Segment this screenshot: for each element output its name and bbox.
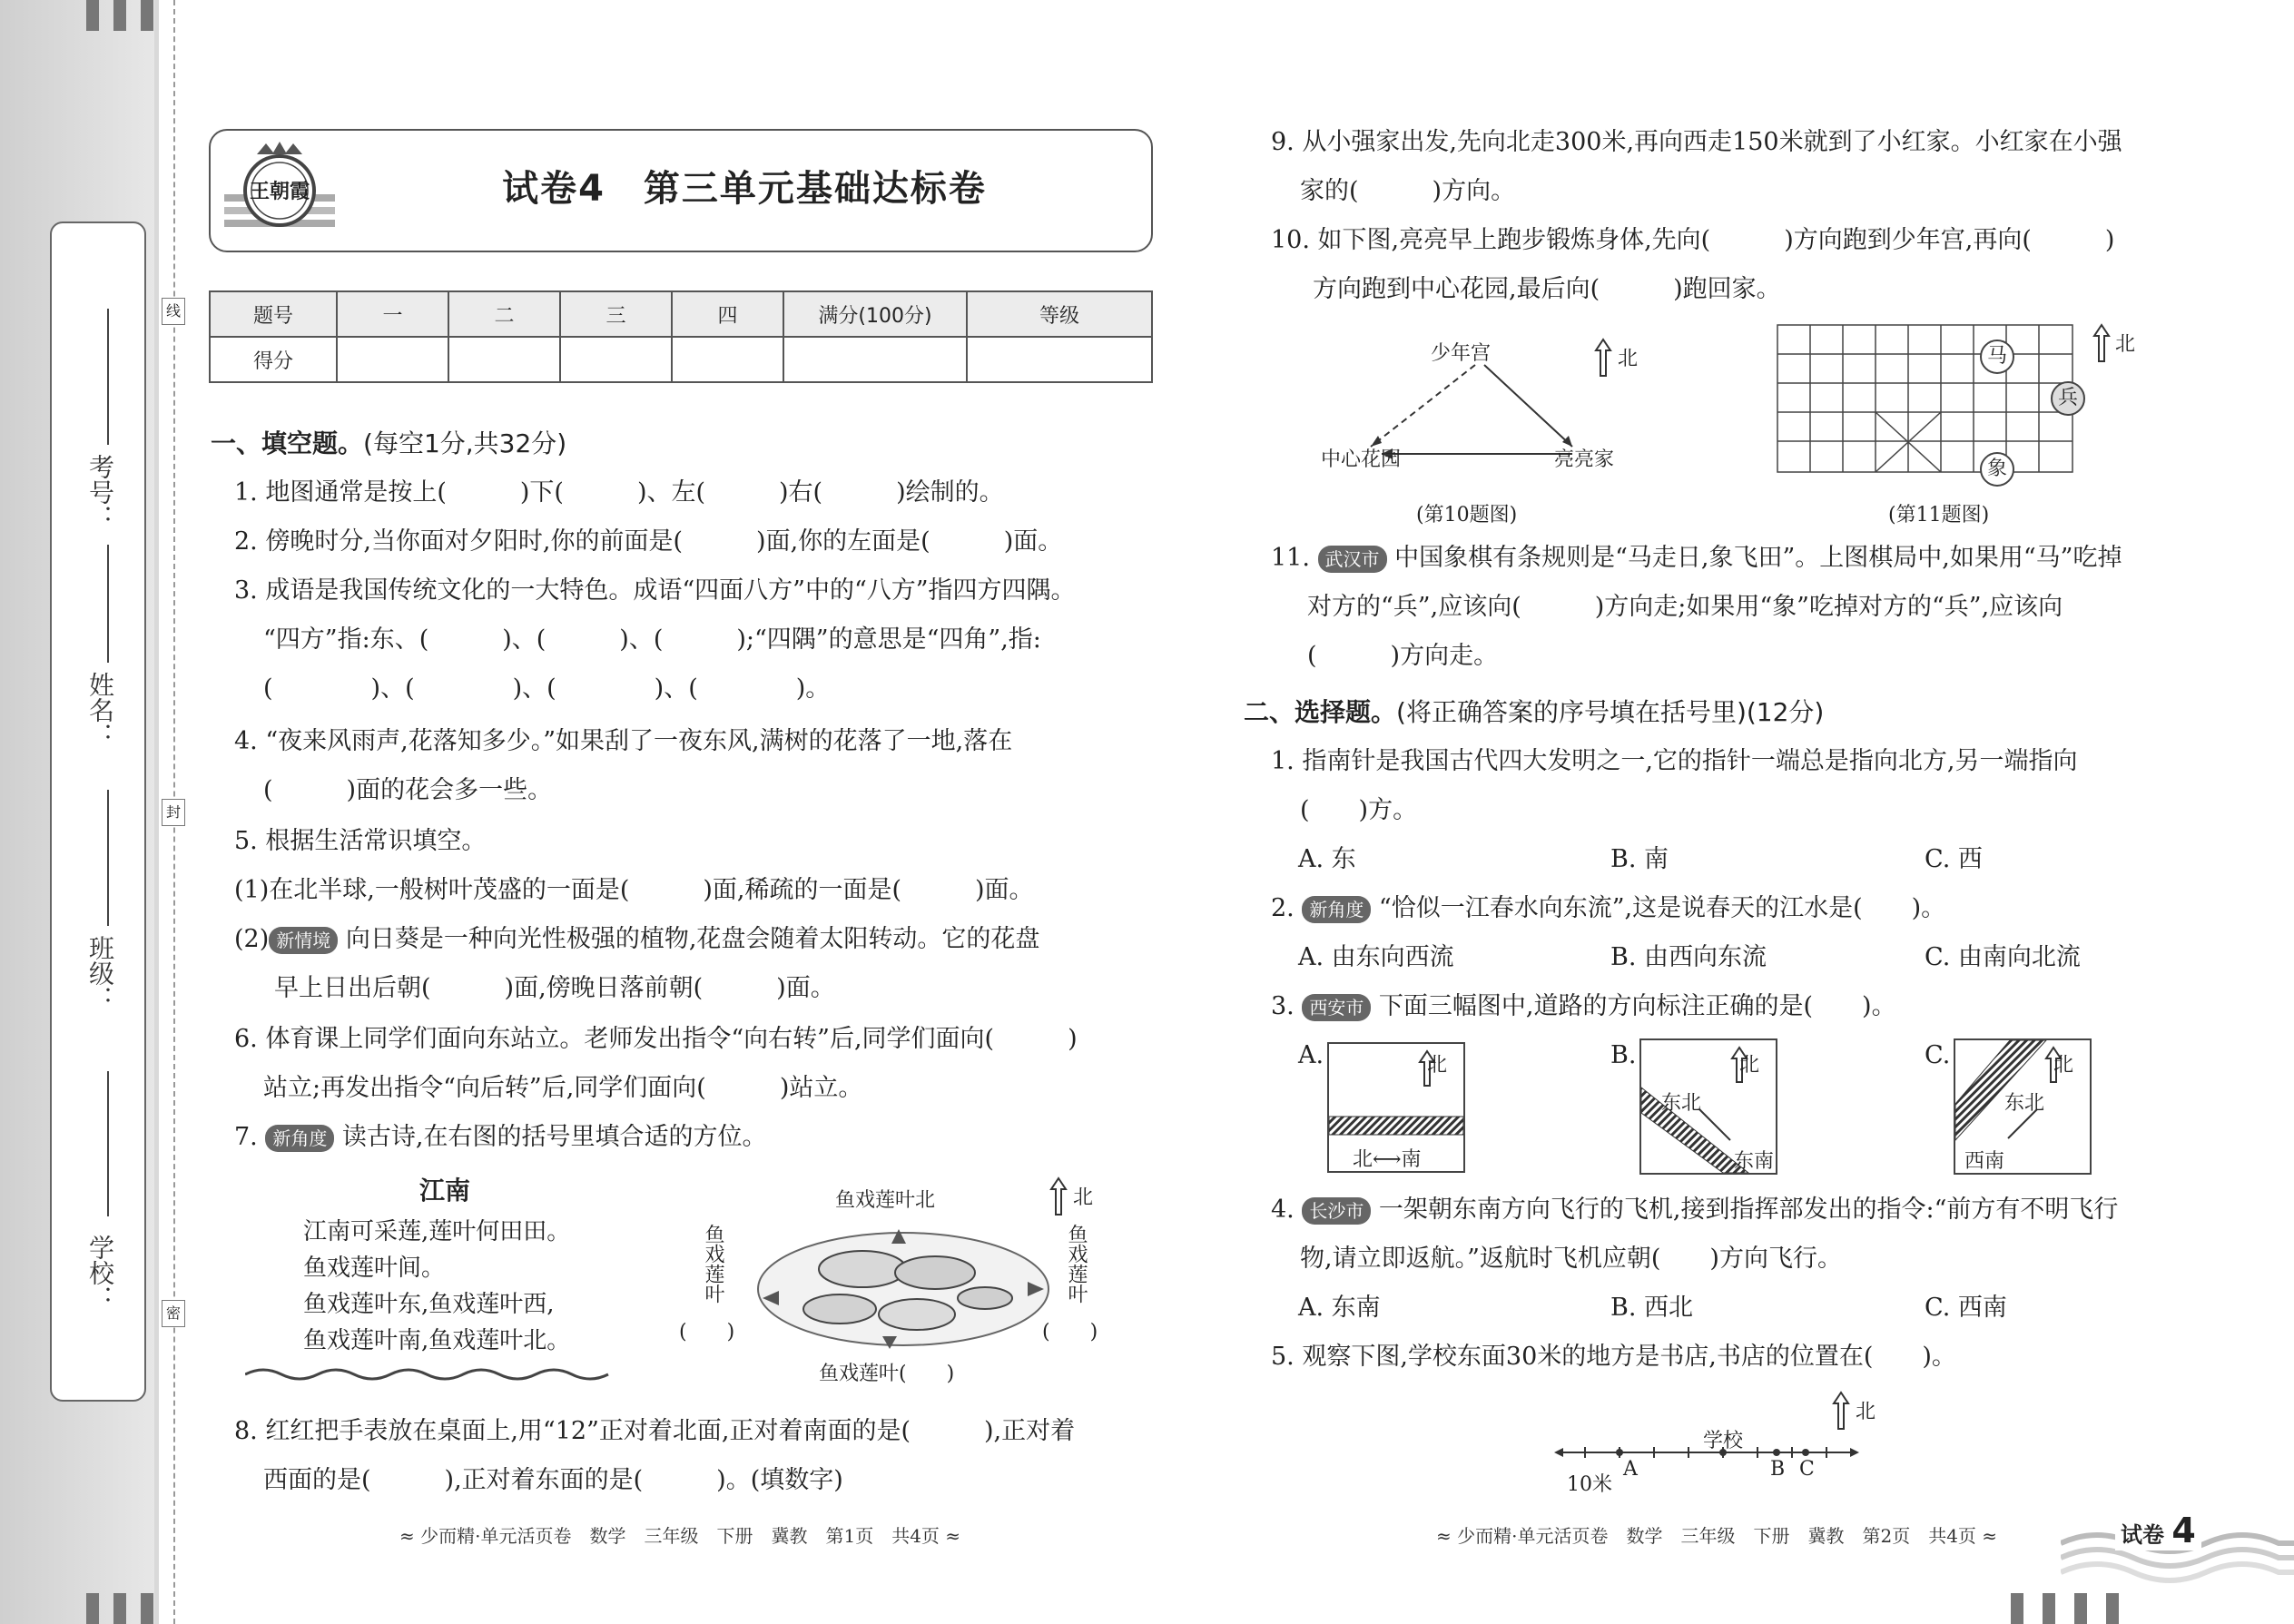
question-1-3a: 3. 成语是我国传统文化的一大特色。成语“四面八方”中的“八方”指四方四隅。 [234,576,1076,605]
school-field[interactable] [107,1071,109,1216]
scale-label: 10米 [1567,1473,1612,1496]
score-header-row [210,291,1152,337]
score-cell: 题号 [210,291,337,337]
exam-number-label: 考号： [85,454,115,530]
section2-title: 二、选择题。(将正确答案的序号填在括号里)(12分) [1244,697,1825,727]
poem-line: 鱼戏莲叶南,鱼戏莲叶北。 [303,1327,571,1354]
footer-left: ≈ 少而精·单元活页卷 数学 三年级 下册 冀教 第1页 共4页 ≈ [399,1525,961,1547]
question-1-5-2b: 早上日出后朝( )面,傍晚日落前朝( )面。 [274,974,835,1002]
youth-palace-label: 少年宫 [1431,342,1492,365]
option-b[interactable]: B. 由西向东流 [1610,943,1767,971]
poem-line: 鱼戏莲叶间。 [303,1255,446,1282]
question-tag: 新情境 [269,927,338,954]
option-c[interactable]: C. 由南向北流 [1925,943,2081,971]
question-2-2: 2. 新角度 “恰似一江春水向东流”,这是说春天的江水是( )。 [1271,894,1946,922]
question-1-2: 2. 傍晚时分,当你面对夕阳时,你的前面是( )面,你的左面是( )面。 [234,527,1063,556]
option-a[interactable]: A. 东南 [1298,1294,1381,1322]
figure-a-label: 北⟷南 [1353,1148,1422,1171]
option-c[interactable]: C. [1925,1041,1951,1069]
class-label: 班级： [85,935,115,1011]
registration-mark [2074,1593,2087,1624]
lotus-south-label: 鱼戏莲叶( ) [819,1363,955,1385]
section1-title: 一、填空题。(每空1分,共32分) [211,428,567,458]
chessboard-diagram [1776,323,2080,477]
question-tag: 西安市 [1302,994,1371,1021]
north-arrow-icon [1594,338,1612,378]
registration-mark [113,0,126,31]
north-arrow-icon [1049,1176,1068,1216]
question-1-5-2a: (2) 新情境 向日葵是一种向光性极强的植物,花盘会随着太阳转动。它的花盘 [234,925,1040,953]
poem-title: 江南 [419,1176,471,1206]
question-2-1b: ( )方。 [1300,796,1418,824]
question-1-4a: 4. “夜来风雨声,花落知多少。”如果刮了一夜东风,满树的花落了一地,落在 [234,727,1013,755]
registration-mark [113,1593,126,1624]
question-2-4b: 物,请立即返航。”返航时飞机应朝( )方向飞行。 [1300,1245,1842,1273]
option-a[interactable]: A. [1298,1041,1324,1069]
question-1-3b: “四方”指:东、( )、( )、( );“四隅”的意思是“四角”,指: [263,625,1041,654]
brand-logo [221,138,339,245]
score-table [209,290,1153,383]
school-label: 学校： [85,1235,115,1311]
question-tag: 新角度 [1302,896,1371,923]
page-title: 试卷4 第三单元基础达标卷 [502,168,987,210]
score-input-cell[interactable] [448,337,560,382]
north-arrow-icon [1832,1391,1850,1431]
option-b[interactable]: B. 南 [1610,845,1669,873]
option-b[interactable]: B. 西北 [1610,1294,1694,1322]
north-label: 北 [1739,1054,1760,1077]
point-c-label: C [1799,1458,1815,1481]
student-info-box [50,221,146,1402]
north-arrow-icon [2092,323,2111,363]
figure-c-sw-label: 西南 [1964,1150,2005,1173]
question-1-3c: ( )、( )、( )、( )。 [263,674,831,703]
score-cell: 三 [560,291,672,337]
chess-piece-soldier: 兵 [2051,381,2085,416]
figure-c-ne-label: 东北 [2004,1092,2045,1115]
question-1-6b: 站立;再发出指令“向后转”后,同学们面向( )站立。 [263,1074,863,1102]
name-field[interactable] [107,545,109,663]
score-input-cell[interactable] [783,337,967,382]
registration-mark [141,1593,153,1624]
option-a[interactable]: A. 东 [1298,845,1356,873]
registration-mark [2106,1593,2119,1624]
score-row-label: 得分 [210,337,337,382]
score-input-cell[interactable] [967,337,1152,382]
fold-char-secret: 密 [162,1300,185,1327]
question-tag: 长沙市 [1302,1197,1371,1225]
lotus-east-label: 鱼戏莲叶 [1065,1224,1088,1304]
north-label: 北 [1427,1054,1448,1077]
fold-char-seal: 封 [162,799,185,826]
question-1-8a: 8. 红红把手表放在桌面上,用“12”正对着北面,正对着南面的是( ),正对着 [234,1417,1076,1445]
poem-line: 江南可采莲,莲叶何田田。 [303,1218,571,1245]
lotus-west-label: 鱼戏莲叶 [702,1224,724,1304]
question-2-4a: 4. 长沙市 一架朝东南方向飞行的飞机,接到指挥部发出的指令:“前方有不明飞行 [1271,1196,2119,1224]
question-1-11a: 11. 武汉市 中国象棋有条规则是“马走日,象飞田”。上图棋局中,如果用“马”吃掉 [1271,544,2122,572]
question-1-4b: ( )面的花会多一些。 [263,776,553,804]
option-c[interactable]: C. 西南 [1925,1294,2007,1322]
question-1-6a: 6. 体育课上同学们面向东站立。老师发出指令“向右转”后,同学们面向( ) [234,1025,1078,1053]
option-b[interactable]: B. [1610,1041,1637,1069]
point-b-label: B [1770,1458,1786,1481]
registration-mark [2011,1593,2023,1624]
score-cell: 满分(100分) [783,291,967,337]
water-decoration [245,1360,626,1383]
score-cell: 一 [337,291,448,337]
question-1-10a: 10. 如下图,亮亮早上跑步锻炼身体,先向( )方向跑到少年宫,再向( ) [1271,226,2115,254]
question-2-3: 3. 西安市 下面三幅图中,道路的方向标注正确的是( )。 [1271,992,1896,1020]
footer-right: ≈ 少而精·单元活页卷 数学 三年级 下册 冀教 第2页 共4页 ≈ [1436,1525,1998,1547]
class-field[interactable] [107,790,109,926]
lotus-pond-illustration [753,1216,1053,1353]
question-tag: 新角度 [265,1125,334,1152]
registration-mark [86,1593,99,1624]
north-label: 北 [1618,348,1639,370]
chess-piece-horse: 马 [1980,340,2014,374]
option-a[interactable]: A. 由东向西流 [1298,943,1454,971]
chess-piece-elephant: 象 [1980,452,2014,487]
lotus-north-label: 鱼戏莲叶北 [835,1189,936,1212]
registration-mark [2043,1593,2055,1624]
option-c[interactable]: C. 西 [1925,845,1983,873]
question-1-1: 1. 地图通常是按上( )下( )、左( )右( )绘制的。 [234,478,1004,507]
figure11-caption: (第11题图) [1888,504,1990,527]
registration-mark [141,0,153,31]
question-2-1a: 1. 指南针是我国古代四大发明之一,它的指针一端总是指向北方,另一端指向 [1271,747,2078,775]
figure-b-se-label: 东南 [1734,1150,1775,1173]
question-1-9a: 9. 从小强家出发,先向北走300米,再向西走150米就到了小红家。小红家在小强 [1271,128,2122,156]
north-label: 北 [1073,1186,1094,1209]
score-input-cell[interactable] [560,337,672,382]
north-label: 北 [2053,1054,2074,1077]
registration-mark [86,0,99,31]
question-1-9b: 家的( )方向。 [1300,177,1516,205]
question-1-7: 7. 新角度 读古诗,在右图的括号里填合适的方位。 [234,1123,767,1151]
question-1-5-1: (1)在北半球,一般树叶茂盛的一面是( )面,稀疏的一面是( )面。 [234,876,1034,904]
question-1-11c: ( )方向走。 [1307,642,1499,670]
question-1-11b: 对方的“兵”,应该向( )方向走;如果用“象”吃掉对方的“兵”,应该向 [1307,593,2063,621]
school-label: 学校 [1703,1430,1744,1452]
lotus-west-blank[interactable]: ( ) [679,1321,735,1343]
question-1-10b: 方向跑到中心花园,最后向( )跑回家。 [1313,275,1781,303]
score-input-cell[interactable] [672,337,783,382]
figure10-caption: (第10题图) [1416,504,1518,527]
point-a-label: A [1623,1458,1638,1481]
name-label: 姓名： [85,672,115,748]
north-label: 北 [1856,1401,1876,1423]
page-badge-label: 试卷 4 [2115,1511,2201,1550]
score-cell: 等级 [967,291,1152,337]
svg-text:王朝霞: 王朝霞 [249,180,310,203]
question-1-8b: 西面的是( ),正对着东面的是( )。(填数字) [263,1466,843,1494]
figure-b-ne-label: 东北 [1661,1092,1702,1115]
lotus-east-blank[interactable]: ( ) [1042,1321,1098,1343]
question-1-5: 5. 根据生活常识填空。 [234,827,487,855]
question-2-5: 5. 观察下图,学校东面30米的地方是书店,书店的位置在( )。 [1271,1343,1956,1371]
score-cell: 二 [448,291,560,337]
score-cell: 四 [672,291,783,337]
liangliang-home-label: 亮亮家 [1554,448,1615,471]
poem-line: 鱼戏莲叶东,鱼戏莲叶西, [303,1291,555,1318]
north-label: 北 [2115,333,2136,356]
question-tag: 武汉市 [1318,546,1387,573]
score-input-cell[interactable] [337,337,448,382]
fold-char-line: 线 [162,298,185,325]
exam-number-field[interactable] [107,309,109,445]
central-garden-label: 中心花园 [1321,448,1402,471]
score-value-row [210,337,1152,382]
